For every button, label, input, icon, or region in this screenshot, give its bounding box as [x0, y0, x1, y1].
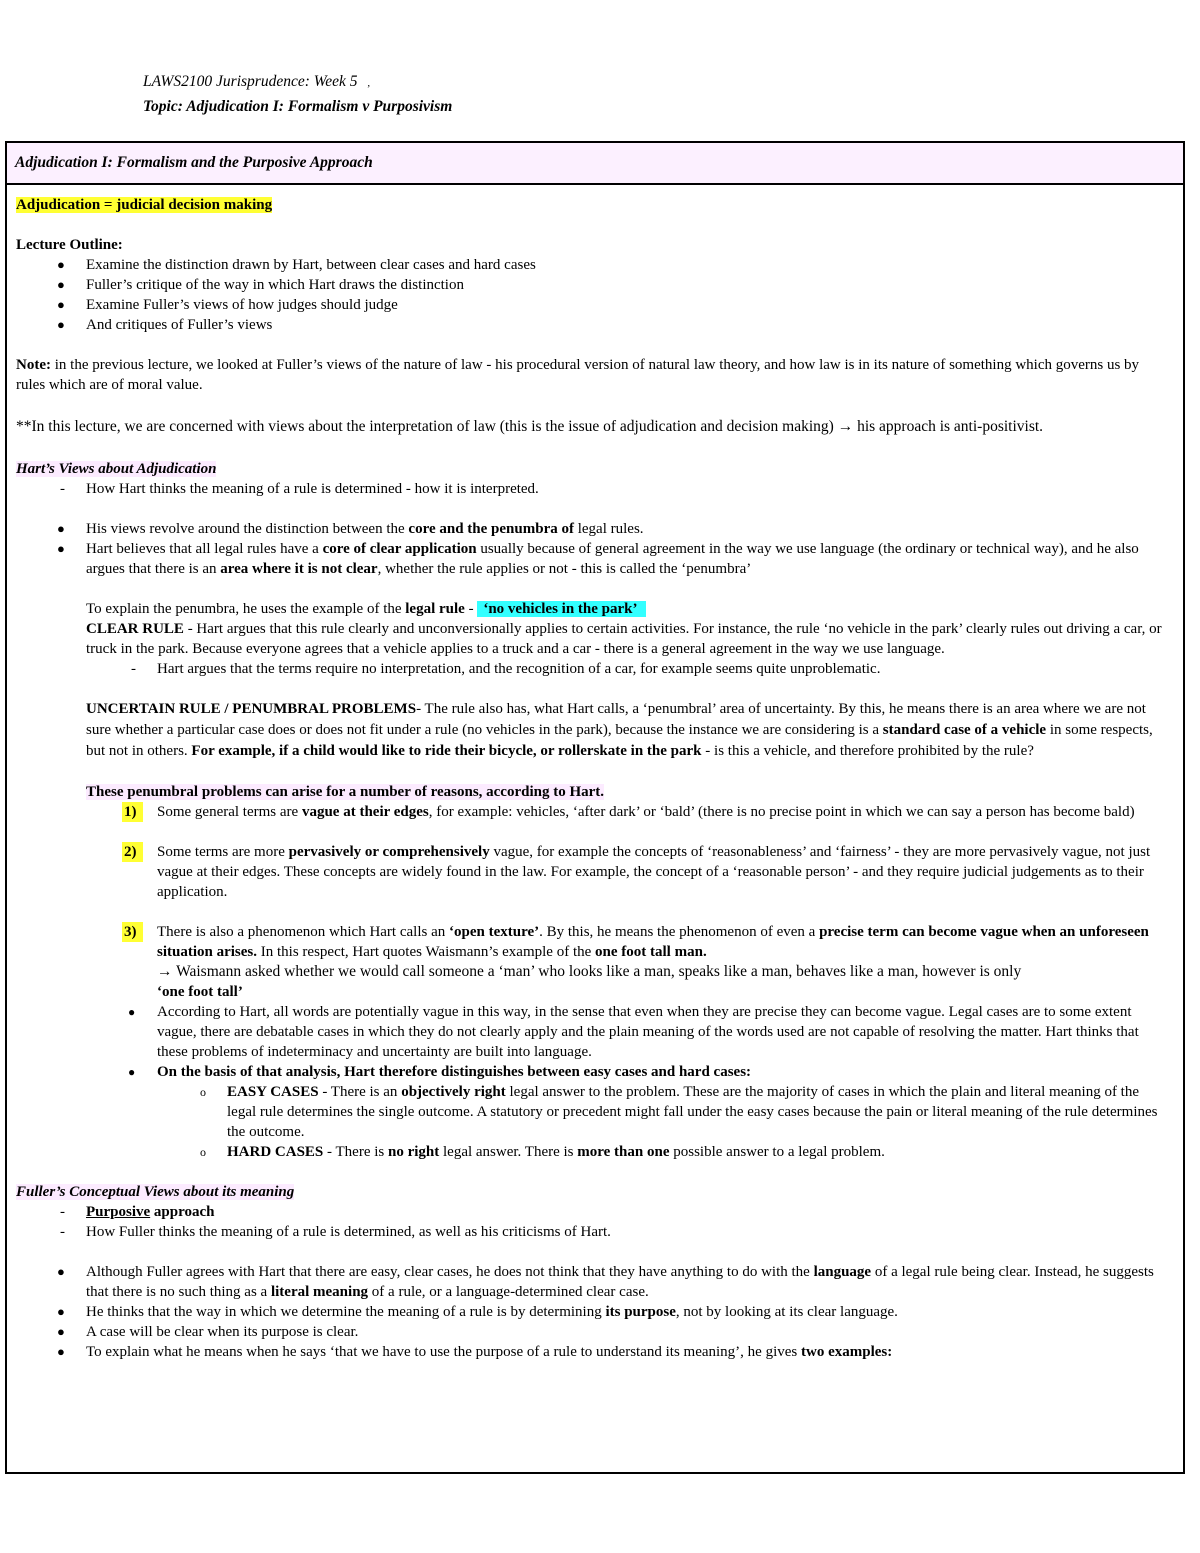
topic-line: Topic: Adjudication I: Formalism v Purposivism	[143, 98, 453, 115]
lecture-concern-paragraph: **In this lecture, we are concerned with views about the interpretation of law (this is the issue of adjudication and decision making) → his approach is anti-positivist.	[16, 418, 1044, 435]
penumbra-intro: To explain the penumbra, he uses the example of the legal rule - ‘no vehicles in the park’	[86, 599, 1171, 619]
section-title: Adjudication I: Formalism and the Purposive Approach	[7, 143, 1183, 185]
clear-rule: CLEAR RULE - Hart argues that this rule clearly and unconversionally applies to certain activities. For instance, the rule ‘no vehicle in the park’ clearly rules out driving a car, or truck in the park. Because everyone agrees that a vehicle applies to a truck and a car - there is a general agreement in the way we use language.	[86, 621, 1162, 657]
hard-cases: o HARD CASES - There is no right legal answer. There is more than one possible answer to a legal problem.	[16, 1142, 1171, 1162]
hart-dash-item: - How Hart thinks the meaning of a rule is determined - how it is interpreted.	[16, 479, 1171, 499]
notes-box	[5, 141, 1185, 1474]
reasons-list	[16, 802, 1171, 1002]
notes-content	[7, 185, 1183, 1362]
fuller-bullet-4: ● To explain what he means when he says ‘that we have to use the purpose of a rule to understand its meaning’, he gives two examples:	[16, 1342, 1171, 1362]
reasons-heading: These penumbral problems can arise for a number of reasons, according to Hart.	[86, 784, 605, 800]
document-header	[143, 70, 452, 118]
vague-paragraph: ● According to Hart, all words are potentially vague in this way, in the sense that even when they are precise they can become vague. Legal cases are to some extent vague, there are debatable cases in which they do not clearly apply and the plain meaning of the words used are not capable of resolving the matter. Hart thinks that these problems of indeterminacy and uncertainty are built into language.	[16, 1002, 1171, 1062]
clear-rule-sub: - Hart argues that the terms require no interpretation, and the recognition of a car, for example seems quite unproblematic.	[16, 659, 1171, 679]
reason-item-2: 2) Some terms are more pervasively or comprehensively vague, for example the concepts of ‘reasonableness’ and ‘fairness’ - they are more pervasively vague, not just vague at their edges. These concepts are widely found in the law. For example, the concept of a ‘reasonable person’ - and they require judicial judgements as to their application.	[124, 844, 1151, 900]
list-item: ● Examine Fuller’s views of how judges should judge	[16, 295, 1171, 315]
list-item: ● Fuller’s critique of the way in which Hart draws the distinction	[16, 275, 1171, 295]
fuller-bullet-1: ● Although Fuller agrees with Hart that there are easy, clear cases, he does not think that they have anything to do with the language of a legal rule being clear. Instead, he suggests that there is no such thing as a literal meaning of a rule, or a language-determined clear case.	[16, 1262, 1171, 1302]
hart-bullet-2: ● Hart believes that all legal rules have a core of clear application usually because of general agreement in the way we use language (the ordinary or technical way), and he also argues that there is an area where it is not clear, whether the rule applies or not - this is called the ‘penumbra’	[16, 539, 1171, 579]
list-item: ● Examine the distinction drawn by Hart, between clear cases and hard cases	[16, 255, 1171, 275]
hart-heading: Hart’s Views about Adjudication	[16, 461, 217, 477]
outline-heading: Lecture Outline:	[16, 237, 123, 253]
fuller-dash-1: - Purposive approach	[16, 1202, 1171, 1222]
definition: Adjudication = judicial decision making	[16, 197, 273, 213]
reason-item-1: 1) Some general terms are vague at their edges, for example: vehicles, ‘after dark’ or ‘bald’ (there is no precise point in which we can say a person has become bald)	[124, 804, 1135, 820]
note-paragraph: Note: in the previous lecture, we looked at Fuller’s views of the nature of law - his procedural version of natural law theory, and how law is in its nature of something which governs us by rules which are of moral value.	[16, 357, 1140, 393]
fuller-heading: Fuller’s Conceptual Views about its meaning	[16, 1184, 295, 1200]
hart-bullet-1: ● His views revolve around the distinction between the core and the penumbra of legal rules.	[16, 519, 1171, 539]
fuller-dash-2: - How Fuller thinks the meaning of a rule is determined, as well as his criticisms of Hart.	[16, 1222, 1171, 1242]
uncertain-rule: UNCERTAIN RULE / PENUMBRAL PROBLEMS- The rule also has, what Hart calls, a ‘penumbral’ area of uncertainty. By this, he means there is an area where we are not sure whether a particular case does or does not fit under a rule (no vehicles in the park), because the instance we are considering is a standard case of a vehicle in some respects, but not in others. For example, if a child would like to ride their bicycle, or rollerskate in the park - is this a vehicle, and therefore prohibited by the rule?	[86, 701, 1153, 759]
course-line: LAWS2100 Jurisprudence: Week 5 ,	[143, 73, 371, 90]
outline-list	[16, 255, 1171, 335]
fuller-bullet-3: ● A case will be clear when its purpose is clear.	[16, 1322, 1171, 1342]
fuller-bullet-2: ● He thinks that the way in which we determine the meaning of a rule is by determining its purpose, not by looking at its clear language.	[16, 1302, 1171, 1322]
reason-item-3: 3) There is also a phenomenon which Hart calls an ‘open texture’. By this, he means the phenomenon of even a precise term can become vague when an unforeseen situation arises. In this respect, Hart quotes Waismann’s example of the one foot tall man. → Waismann asked whether we would call someone a ‘man’ who looks like a man, speaks like a man, behaves like a man, however is only ‘one foot tall’	[124, 924, 1149, 1000]
basis-item: ● On the basis of that analysis, Hart therefore distinguishes between easy cases and hard cases: o EASY CASES - There is an objectively right legal answer to the problem. These are the majority of cases in which the plain and literal meaning of the legal rule determines the single outcome. A statutory or precedent might fall under the easy cases because the pain or literal meaning of the rule determines the outcome. o HARD CASES - There is no right legal answer. There is more than one possible answer to a legal problem.	[16, 1062, 1171, 1162]
list-item: ● And critiques of Fuller’s views	[16, 315, 1171, 335]
easy-cases: o EASY CASES - There is an objectively right legal answer to the problem. These are the majority of cases in which the plain and literal meaning of the legal rule determines the single outcome. A statutory or precedent might fall under the easy cases because the pain or literal meaning of the rule determines the outcome.	[16, 1082, 1171, 1142]
penumbra-section	[16, 599, 1171, 659]
